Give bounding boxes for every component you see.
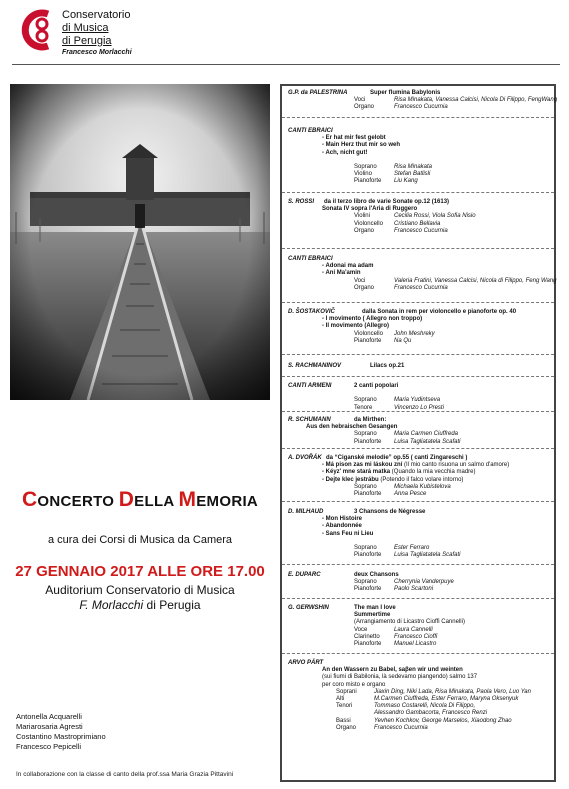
composer: E. DUPARC xyxy=(288,572,321,578)
performer-names: Risa Minakata, Vanessa Calcisi, Nicola Di Filippo, FengWang xyxy=(394,97,558,104)
performer-names: Francesco Cucurnia xyxy=(394,284,448,291)
program-item xyxy=(288,309,550,345)
performer-names: Paolo Scartoni xyxy=(394,586,434,593)
logo-line4: Francesco Morlacchi xyxy=(62,49,132,56)
work: da “Ciganské melodie” op.55 ( canti Zingareschi ) xyxy=(326,455,468,461)
work: - Ach, nicht gut! xyxy=(322,149,368,156)
divider xyxy=(282,192,554,193)
performer-role: Organo xyxy=(336,724,357,731)
performer-names: M.Carmen Ciuffreda, Ester Ferraro, Maryna Oksenyuk xyxy=(374,695,519,702)
performer-role: Tenore xyxy=(354,404,373,411)
curated-by: a cura dei Corsi di Musica da Camera xyxy=(47,534,233,546)
work: - Sans Feu ni Lieu xyxy=(322,530,374,537)
performer-names: Risa Minakata xyxy=(394,163,433,170)
work: da Mirthen: xyxy=(354,417,387,423)
program-item xyxy=(288,363,550,370)
organizer-names xyxy=(16,712,176,752)
conservatorio-logo-icon xyxy=(20,8,60,52)
performer-names: Stefan Batlisli xyxy=(394,171,431,178)
divider xyxy=(282,653,554,654)
performer-names: Valeria Fratini, Vanessa Calcisi, Nicola di Filippo, Feng Wang xyxy=(394,277,557,284)
performer-names: Francesco Cucurnia xyxy=(394,104,448,111)
work: 3 Chansons de Négresse xyxy=(354,509,426,515)
performer-names: Francesco Cioffi xyxy=(394,633,438,640)
divider xyxy=(282,248,554,249)
concert-title xyxy=(10,488,270,512)
performer-role: Pianoforte xyxy=(354,178,382,185)
work: - Má pison zas mi láskou zní xyxy=(322,462,403,469)
performer-role: Soprano xyxy=(354,397,377,404)
work: Sonata IV sopra l'Aria di Ruggero xyxy=(322,206,418,213)
arrangement-note: (Arrangiamento di Licastro Cioffi Cannelli) xyxy=(354,619,465,626)
performer-names: Jiaxin Ding, Niki Lada, Risa Minakata, Paola Vero, Luo Yan xyxy=(374,688,531,695)
work: An den Wassern zu Babel, saβen wir und weinten xyxy=(322,667,463,674)
performer-role: Alti xyxy=(336,695,345,702)
title-part2: ELLA xyxy=(134,493,179,510)
work: - I movimento ( Allegro non troppo) xyxy=(322,316,423,323)
divider xyxy=(282,564,554,565)
performer-role: Soprano xyxy=(354,579,377,586)
performer-names: Luisa Tagliatatela Scafati xyxy=(394,438,461,445)
header-divider xyxy=(12,64,560,65)
performer-names: Maria Carmen Ciuffreda xyxy=(394,431,459,438)
performer-names: Maria Yudintseva xyxy=(394,397,441,404)
composer: G.P. da PALESTRINA xyxy=(288,90,348,96)
performer-role: Organo xyxy=(354,284,375,291)
title-part1: ONCERTO xyxy=(37,493,119,510)
divider xyxy=(282,302,554,303)
work: dalla Sonata in rem per violoncello e pianoforte op. 40 xyxy=(362,309,517,315)
composer: R. SCHUMANN xyxy=(288,417,331,423)
performer-names: Cecilia Rossi, Viola Sofia Nisio xyxy=(394,213,476,220)
composer: S. RACHMANINOV xyxy=(288,363,342,369)
program-item xyxy=(288,660,550,732)
venue-line1: Auditorium Conservatorio di Musica xyxy=(45,583,235,597)
composer: A. DVOŘÁK xyxy=(288,455,322,461)
composer: CANTI EBRAICI xyxy=(288,128,333,134)
divider xyxy=(282,376,554,377)
performer-role: Soprano xyxy=(354,483,377,490)
program-item xyxy=(288,572,550,594)
performer-role: Organo xyxy=(354,227,375,234)
work: - Ani Ma'amin xyxy=(322,270,361,277)
composer: D. MILHAUD xyxy=(288,509,324,515)
title-cap-c: C xyxy=(21,488,38,511)
performer-role: Pianoforte xyxy=(354,438,382,445)
performer-role: Pianoforte xyxy=(354,337,382,344)
venue-rest: di Perugia xyxy=(143,598,201,612)
composer: CANTI EBRAICI xyxy=(288,256,333,262)
performer-role: Voci xyxy=(354,277,366,284)
performer-role: Organo xyxy=(354,104,375,111)
performer-names: Cristiano Bellavia xyxy=(394,220,441,227)
performer-names: Na Qu xyxy=(394,337,412,344)
composer: S. ROSSI xyxy=(288,199,315,205)
work: - Main Herz thut mir so weh xyxy=(322,142,401,149)
performer-names: Laura Cannelli xyxy=(394,626,433,633)
divider xyxy=(282,117,554,118)
work: - Dejte klec jestrábu xyxy=(322,476,379,483)
performer-role: Soprano xyxy=(354,431,377,438)
performer-role: Pianoforte xyxy=(354,552,382,559)
performer-role: Soprano xyxy=(354,544,377,551)
program-box xyxy=(280,84,556,782)
work-note: per coro misto e organo xyxy=(322,681,386,688)
program-item xyxy=(288,128,550,186)
performer-role: Violoncello xyxy=(354,220,383,227)
title-cap-d: D xyxy=(118,488,135,511)
performer-names: Francesco Cucurnia xyxy=(394,227,448,234)
divider xyxy=(282,448,554,449)
program-item xyxy=(288,417,550,446)
divider xyxy=(282,411,554,412)
performer-names: Anna Pesce xyxy=(394,490,427,497)
title-part3: EMORIA xyxy=(196,493,259,510)
program-item xyxy=(288,90,558,112)
performer-names: John Meshreky xyxy=(394,330,435,337)
work: - Adonai ma adam xyxy=(322,263,374,270)
performer-role: Voce xyxy=(354,626,368,633)
work: - Mon Histoire xyxy=(322,516,362,523)
work: - Kéyz' mne stará matka xyxy=(322,469,391,476)
work: - Abandonnée xyxy=(322,523,362,530)
program-item xyxy=(288,509,550,559)
event-date: 27 GENNAIO 2017 ALLE ORE 17.00 xyxy=(15,563,265,580)
performer-role: Bassi xyxy=(336,717,351,724)
program-item xyxy=(288,256,557,292)
work: Lilacs op.21 xyxy=(370,363,405,369)
performer-names: Manuel Licastro xyxy=(394,640,437,647)
work: Super flumina Babylonis xyxy=(370,90,441,96)
work: 2 canti popolari xyxy=(354,383,399,389)
performer-role: Violoncello xyxy=(354,330,383,337)
venue-italic: F. Morlacchi xyxy=(79,598,144,612)
performer-role: Clarinetto xyxy=(354,633,380,640)
name-item: Francesco Pepicelli xyxy=(16,742,82,751)
divider xyxy=(282,501,554,502)
work-note: (sui fiumi di Babilonia, là sedevamo piangendo) salmo 137 xyxy=(322,674,478,681)
work: Aus den hebraischen Gesangen xyxy=(306,424,398,431)
work: The man I love xyxy=(354,605,396,611)
performer-role: Soprani xyxy=(336,688,357,695)
performer-names: Tommaso Costarelli, Nicola Di Filippo, xyxy=(374,703,476,710)
collaboration-note: In collaborazione con la classe di canto della prof.ssa Maria Grazia Pittavini xyxy=(16,771,234,778)
railway-photo xyxy=(10,84,270,400)
performer-names: Cherrynia Vanderpuye xyxy=(394,579,454,586)
program-item xyxy=(288,455,550,498)
performer-names: Vincenzo Lo Presti xyxy=(394,404,444,411)
performer-role: Pianoforte xyxy=(354,640,382,647)
performer-names: Alessandro Gambacorta, Francesco Renzi xyxy=(374,710,488,717)
performer-names: Francesco Cucurnia xyxy=(374,724,428,731)
work: - II movimento (Allegro) xyxy=(322,323,390,330)
work: deux Chansons xyxy=(354,572,399,578)
work-translation: (Il mio canto risuona un salmo d'amore) xyxy=(402,462,510,469)
performer-role: Pianoforte xyxy=(354,490,382,497)
program-item xyxy=(288,199,550,235)
performer-names: Luisa Tagliatatela Scafati xyxy=(394,552,461,559)
performer-names: Yevhen Kochkov, George Marselos, Xiaodong Zhao xyxy=(374,717,512,724)
name-item: Mariarosaria Agresti xyxy=(16,722,83,731)
work-translation: (Quando la mia vecchia madre) xyxy=(390,469,476,476)
work: da il terzo libro de varie Sonate op.12 (1613) xyxy=(324,199,450,205)
logo-text xyxy=(62,9,212,57)
composer: CANTI ARMENI xyxy=(288,383,332,389)
composer: D. ŠOSTAKOVIČ xyxy=(288,309,335,315)
composer: ARVO PÄRT xyxy=(288,660,324,666)
performer-role: Tenori xyxy=(336,703,353,710)
name-item: Costantino Mastroprimiano xyxy=(16,732,106,741)
logo-line3: di Perugia xyxy=(62,35,112,47)
work: - Er hat mir fest gelobt xyxy=(322,135,386,142)
name-item: Antonella Acquarelli xyxy=(16,712,82,721)
performer-role: Violino xyxy=(354,171,372,178)
venue-line2 xyxy=(10,598,270,612)
performer-names: Liu Kang xyxy=(394,178,418,185)
performer-role: Soprano xyxy=(354,163,377,170)
work-translation: (Potendo il falco volare intorno) xyxy=(378,476,464,483)
performer-names: Michaela Kubistelova xyxy=(394,483,451,490)
title-cap-m: M xyxy=(178,488,197,511)
performer-role: Pianoforte xyxy=(354,586,382,593)
divider xyxy=(282,354,554,355)
logo-line1: Conservatorio xyxy=(62,9,131,21)
performer-role: Violini xyxy=(354,213,370,220)
composer: G. GERWSHIN xyxy=(288,605,329,611)
program-item xyxy=(288,605,550,648)
logo-line2: di Musica xyxy=(62,22,109,34)
divider xyxy=(282,598,554,599)
performer-role: Voci xyxy=(354,97,366,104)
program-item xyxy=(288,383,550,412)
performer-names: Ester Ferraro xyxy=(394,544,430,551)
work: Summertime xyxy=(354,612,391,619)
